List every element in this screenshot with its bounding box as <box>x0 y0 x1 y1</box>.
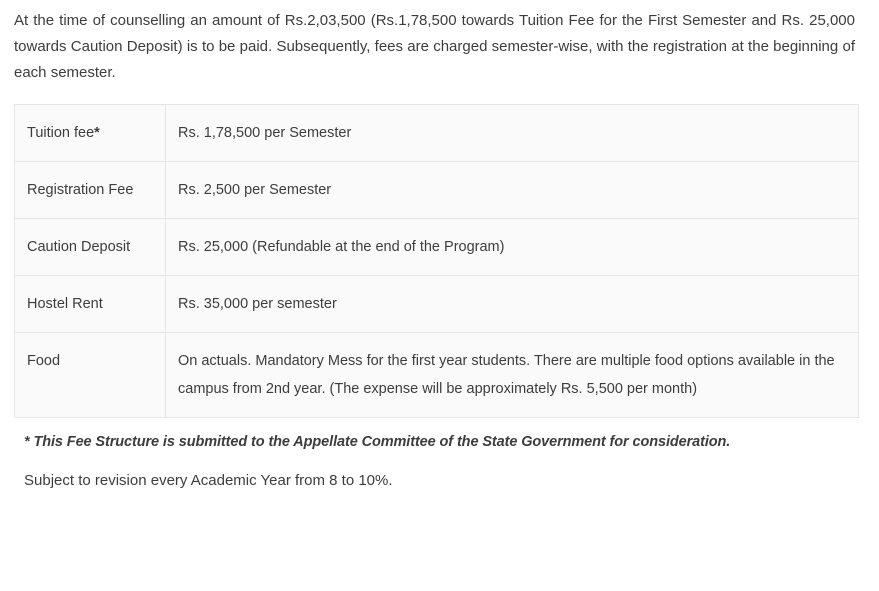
fee-label-asterisk: * <box>94 125 100 141</box>
fee-label-cell <box>15 105 166 162</box>
intro-paragraph: At the time of counselling an amount of Rs.2,03,500 (Rs.1,78,500 towards Tuition Fee for the First Semester and Rs. 25,000 towards Caution Deposit) is to be paid. Subsequently, fees are charged semester-wise, with the registration at the beginning of each semester. <box>14 12 855 81</box>
fee-label-cell: Caution Deposit <box>15 219 166 276</box>
fee-label-cell: Food <box>15 333 166 418</box>
fee-label: Tuition fee <box>27 125 95 141</box>
fee-structure-table <box>14 104 859 418</box>
fee-footnote: * This Fee Structure is submitted to the Appellate Committee of the State Government for consideration. <box>24 434 731 450</box>
table-row <box>15 219 859 276</box>
fee-value-cell: Rs. 25,000 (Refundable at the end of the Program) <box>166 219 859 276</box>
revision-note: Subject to revision every Academic Year from 8 to 10%. <box>24 472 393 489</box>
table-row <box>15 105 859 162</box>
table-row <box>15 162 859 219</box>
fee-table-body <box>15 105 859 418</box>
fee-value-cell: Rs. 2,500 per Semester <box>166 162 859 219</box>
fee-value-cell: On actuals. Mandatory Mess for the first year students. There are multiple food options available in the campus from 2nd year. (The expense will be approximately Rs. 5,500 per month) <box>166 333 859 418</box>
table-row <box>15 333 859 418</box>
fee-value-cell: Rs. 35,000 per semester <box>166 276 859 333</box>
fee-label-cell: Hostel Rent <box>15 276 166 333</box>
fee-value-cell: Rs. 1,78,500 per Semester <box>166 105 859 162</box>
table-row <box>15 276 859 333</box>
fee-label-cell: Registration Fee <box>15 162 166 219</box>
